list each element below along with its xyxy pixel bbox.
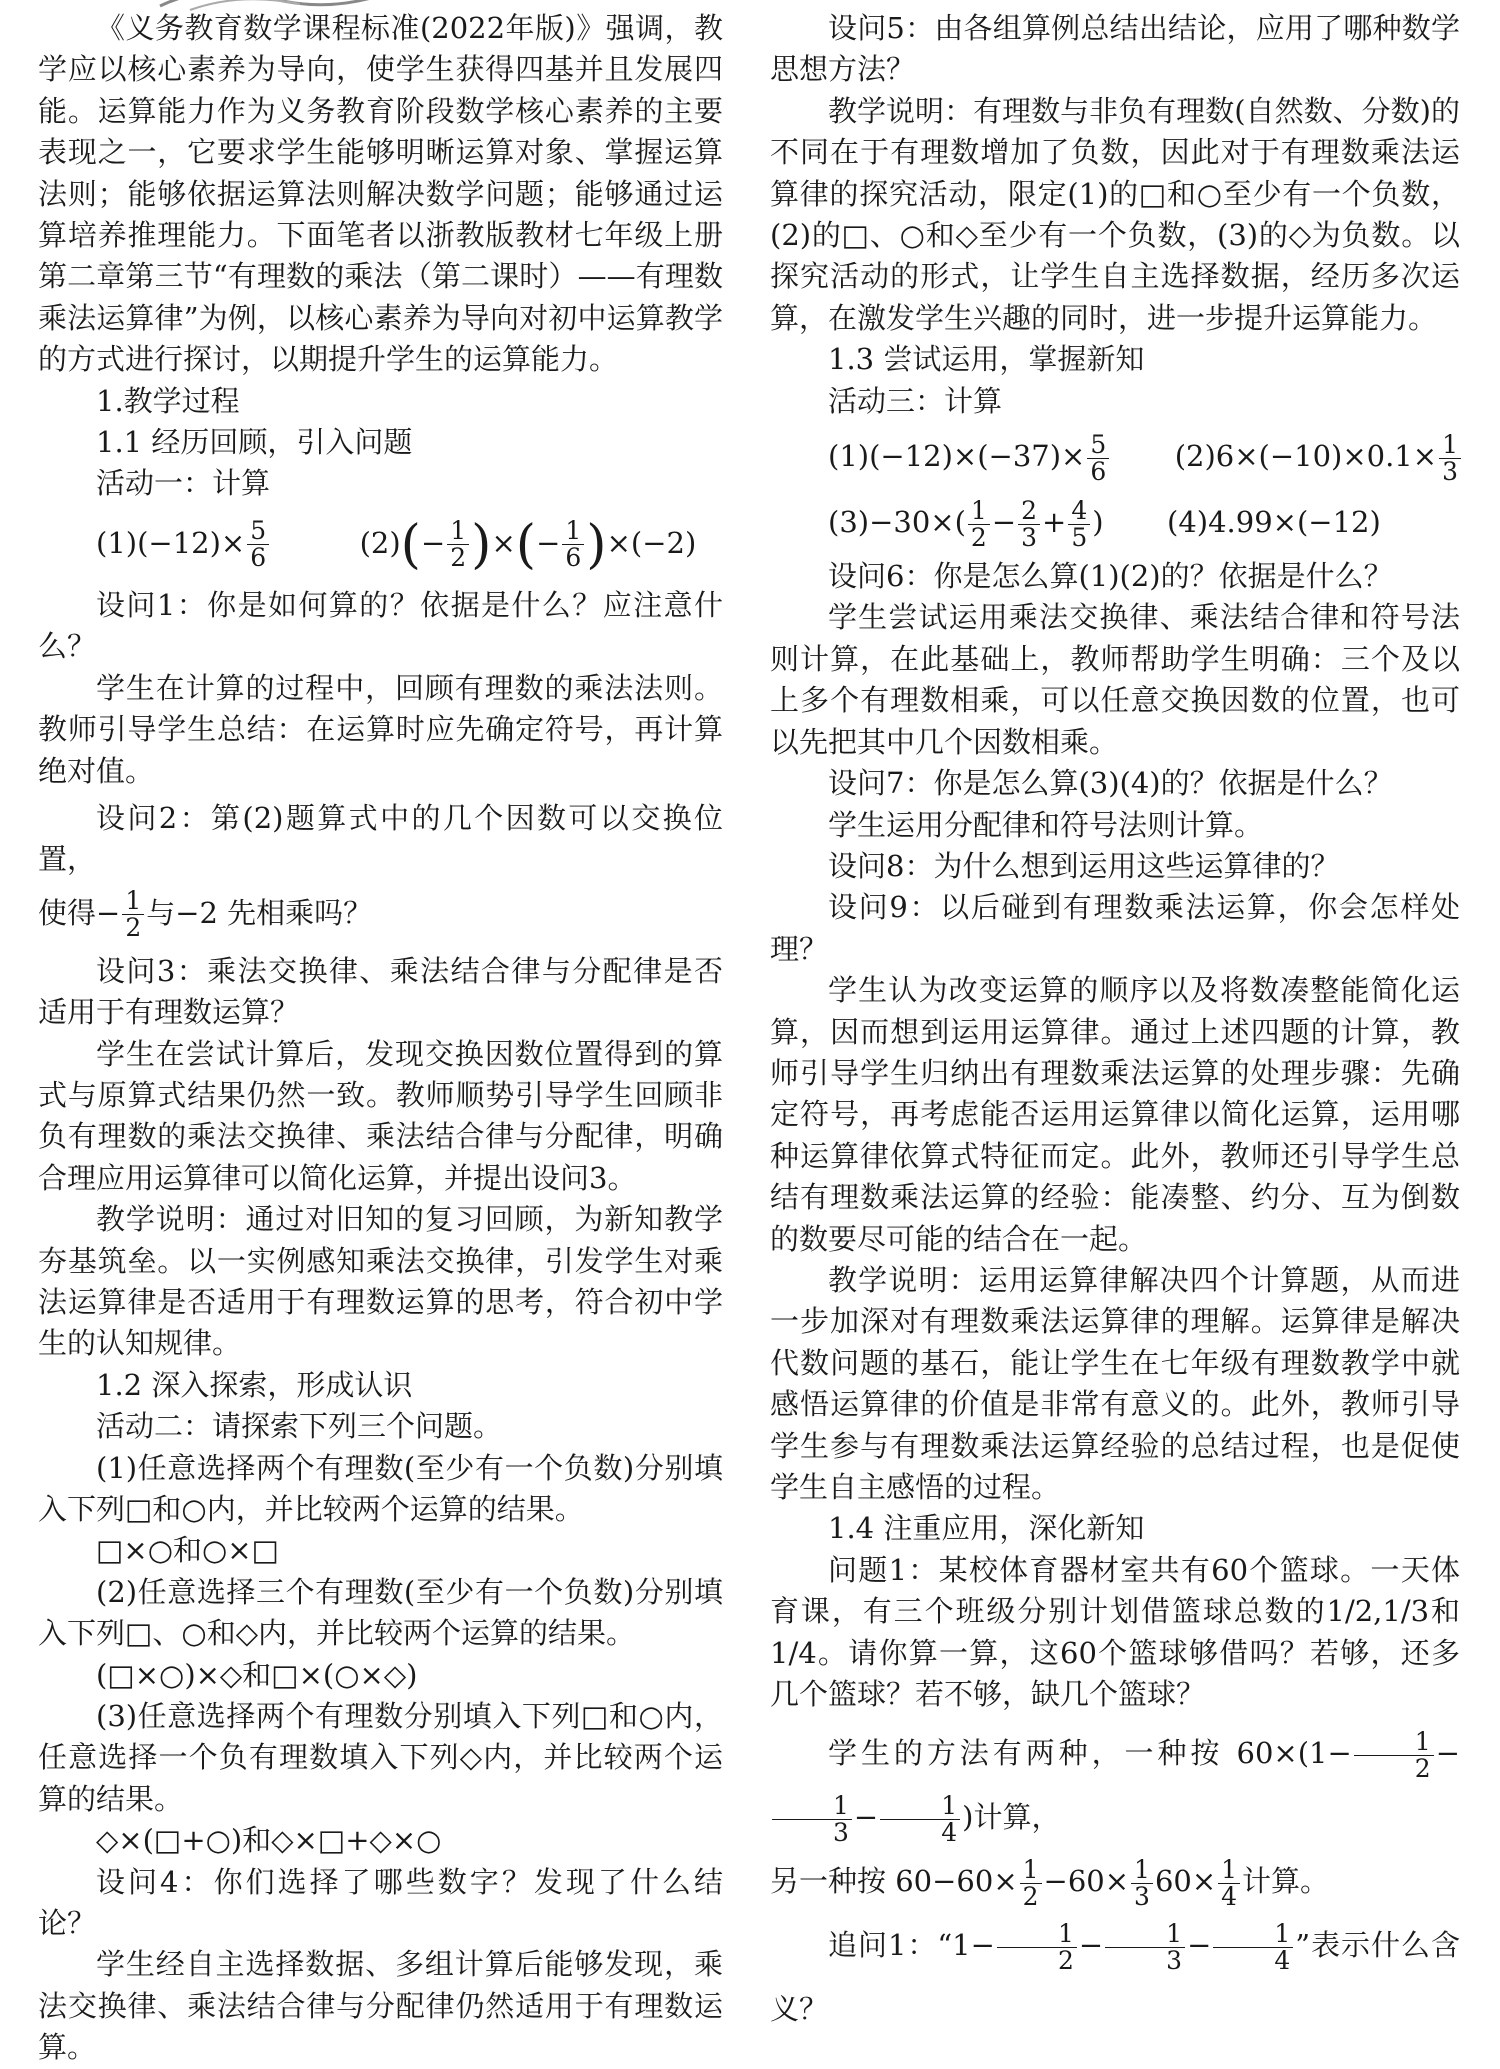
question-6: 设问6：你是怎么算(1)(2)的？依据是什么？	[828, 559, 1393, 594]
fraction: $\frac{4}{5}$	[1068, 498, 1090, 551]
fraction: $\frac{1}{2}$	[447, 518, 469, 571]
paragraph-conclusion: 学生经自主选择数据、多组计算后能够发现，乘法交换律、乘法结合律与分配律仍然适用于有理数运算。	[38, 1947, 723, 2065]
activity-one-formulas: (1)(−12)× $\frac{5}{6}$ (2)(− $\frac{1}{2}$ )×(− $\frac{1}{6}$ )×(−2)	[96, 514, 697, 575]
exploration-3-formula: ◇×(□+○)和◇×□+◇×○	[96, 1823, 442, 1858]
question-1: 设问1：你是如何算的？依据是什么？应注意什么？	[38, 587, 723, 664]
subsection-heading-1-1: 1.1 经历回顾，引入问题	[96, 425, 413, 460]
fraction: $\frac{1}{4}$	[1218, 1857, 1240, 1910]
activity-one-label: 活动一：计算	[96, 466, 271, 501]
fraction: $\frac{1}{3}$	[1105, 1921, 1185, 1974]
fraction: $\frac{1}{3}$	[772, 1793, 852, 1846]
fraction: $\frac{1}{4}$	[880, 1793, 960, 1846]
fraction: $\frac{1}{2}$	[122, 888, 144, 941]
method-line-1: 学生的方法有两种，一种按 60×(1− $\frac{1}{2}$ − $\frac{1}{3}$ − $\frac{1}{4}$ )计算，	[770, 1721, 1460, 1849]
teaching-note-3: 教学说明：运用运算律解决四个计算题，从而进一步加深对有理数乘法运算律的理解。运算律是解决代数问题的基石，能让学生在七年级有理数教学中就感悟运算律的价值是非常有意义的。此外，教师引导学生参与有理数乘法运算经验的总结过程，也是促使学生自主感悟的过程。	[770, 1262, 1460, 1504]
question-3: 设问3：乘法交换律、乘法结合律与分配律是否适用于有理数运算？	[38, 953, 723, 1030]
question-7: 设问7：你是怎么算(3)(4)的？依据是什么？	[828, 766, 1393, 801]
fraction: $\frac{5}{6}$	[247, 518, 269, 571]
follow-up-question-1: 追问1：“1− $\frac{1}{2}$ − $\frac{1}{3}$ − $\frac{1}{4}$ ”表示什么含义？	[770, 1918, 1460, 2027]
question-2-line1: 设问2：第(2)题算式中的几个因数可以交换位置，	[38, 800, 723, 877]
activity-three-formulas-row2: (3)−30×( $\frac{1}{2}$ − $\frac{2}{3}$ + $\frac{4}{5}$ ) (4)4.99×(−12)	[828, 495, 1381, 552]
question-4: 设问4：你们选择了哪些数字？发现了什么结论？	[38, 1864, 723, 1941]
subsection-heading-1-3: 1.3 尝试运用，掌握新知	[828, 342, 1145, 377]
question-5: 设问5：由各组算例总结出结论，应用了哪种数学思想方法？	[770, 11, 1460, 87]
paragraph-student-attempt: 学生尝试运用乘法交换律、乘法结合律和符号法则计算，在此基础上，教师帮助学生明确：三个及以上多个有理数相乘，可以任意交换因数的位置，也可以先把其中几个因数相乘。	[770, 600, 1460, 759]
fraction: $\frac{1}{2}$	[1020, 1857, 1042, 1910]
exploration-1-formula: □×○和○×□	[96, 1533, 280, 1568]
fraction: $\frac{1}{3}$	[1439, 432, 1461, 485]
subsection-heading-1-4: 1.4 注重应用，深化新知	[828, 1511, 1145, 1546]
subsection-heading-1-2: 1.2 深入探索，形成认识	[96, 1367, 413, 1402]
question-8: 设问8：为什么想到运用这些运算律的？	[828, 848, 1340, 883]
activity-three-formulas-row1: (1)(−12)×(−37)× $\frac{5}{6}$ (2)6×(−10)×0.1× $\frac{1}{3}$	[770, 424, 1460, 488]
section-heading-teaching-process: 1.教学过程	[96, 383, 240, 418]
paragraph-student-review: 学生在计算的过程中，回顾有理数的乘法法则。教师引导学生总结：在运算时应先确定符号，再计算绝对值。	[38, 670, 723, 788]
method-line-2: 另一种按 60−60× $\frac{1}{2}$ −60× $\frac{1}{3}$ 60× $\frac{1}{4}$ 计算。	[770, 1854, 1330, 1911]
teaching-note-1: 教学说明：通过对旧知的复习回顾，为新知教学夯基筑垒。以一实例感知乘法交换律，引发学生对乘法运算律是否适用于有理数运算的思考，符合初中学生的认知规律。	[38, 1202, 723, 1361]
fraction: $\frac{1}{4}$	[1213, 1921, 1293, 1974]
paragraph-student-discovery: 学生在尝试计算后，发现交换因数位置得到的算式与原算式结果仍然一致。教师顺势引导学生回顾非负有理数的乘法交换律、乘法结合律与分配律，明确合理应用运算律可以简化运算，并提出设问3。	[38, 1036, 723, 1195]
fraction: $\frac{2}{3}$	[1018, 498, 1040, 551]
fraction: $\frac{1}{2}$	[968, 498, 990, 551]
paragraph-distributive: 学生运用分配律和符号法则计算。	[828, 807, 1264, 842]
exploration-2-formula: (□×○)×◇和□×(○×◇)	[96, 1657, 418, 1692]
fraction: $\frac{1}{6}$	[562, 518, 584, 571]
problem-1: 问题1：某校体育器材室共有60个篮球。一天体育课，有三个班级分别计划借篮球总数的1/2,1/3和1/4。请你算一算，这60个篮球够借吗？若够，还多几个篮球？若不够，缺几个篮球？	[770, 1552, 1460, 1712]
question-2-line2: 使得− $\frac{1}{2}$ 与−2 先相乘吗？	[38, 886, 373, 943]
exploration-3: (3)任意选择两个有理数分别填入下列□和○内，任意选择一个负有理数填入下列◇内，并比较两个运算的结果。	[38, 1699, 723, 1816]
teaching-note-2: 教学说明：有理数与非负有理数(自然数、分数)的不同在于有理数增加了负数，因此对于有理数乘法运算律的探究活动，限定(1)的□和○至少有一个负数，(2)的□、○和◇至少有一个负数，(3)的◇为负数。以探究活动的形式，让学生自主选择数据，经历多次运算，在激发学生兴趣的同时，进一步提升运算能力。	[770, 93, 1460, 335]
paragraph-summary: 学生认为改变运算的顺序以及将数凑整能简化运算，因而想到运用运算律。通过上述四题的计算，教师引导学生归纳出有理数乘法运算的处理步骤：先确定符号，再考虑能否运用运算律以简化运算，运用哪种运算律依算式特征而定。此外，教师还引导学生总结有理数乘法运算的经验：能凑整、约分、互为倒数的数要尽可能的结合在一起。	[770, 973, 1460, 1256]
right-column	[770, 8, 1460, 2041]
exploration-2: (2)任意选择三个有理数(至少有一个负数)分别填入下列□、○和◇内，并比较两个运算的结果。	[38, 1574, 723, 1651]
fraction: $\frac{1}{2}$	[997, 1921, 1077, 1974]
fraction: $\frac{5}{6}$	[1087, 432, 1109, 485]
left-column	[38, 8, 723, 2069]
question-9: 设问9：以后碰到有理数乘法运算，你会怎样处理？	[770, 890, 1460, 966]
exploration-1: (1)任意选择两个有理数(至少有一个负数)分别填入下列□和○内，并比较两个运算的结果。	[38, 1450, 723, 1526]
fraction: $\frac{1}{2}$	[1354, 1729, 1434, 1782]
fraction: $\frac{1}{3}$	[1131, 1857, 1153, 1910]
intro-paragraph: 《义务教育数学课程标准(2022年版)》强调，教学应以核心素养为导向，使学生获得四基并且发展四能。运算能力作为义务教育阶段数学核心素养的主要表现之一，它要求学生能够明晰运算对象、掌握运算法则；能够依据运算法则解决数学问题；能够通过运算培养推理能力。下面笔者以浙教版教材七年级上册第二章第三节“有理数的乘法（第二课时）——有理数乘法运算律”为例，以核心素养为导向对初中运算教学的方式进行探讨，以期提升学生的运算能力。	[38, 11, 723, 377]
activity-two-label: 活动二：请探索下列三个问题。	[96, 1409, 503, 1444]
activity-three-label: 活动三：计算	[828, 383, 1003, 418]
